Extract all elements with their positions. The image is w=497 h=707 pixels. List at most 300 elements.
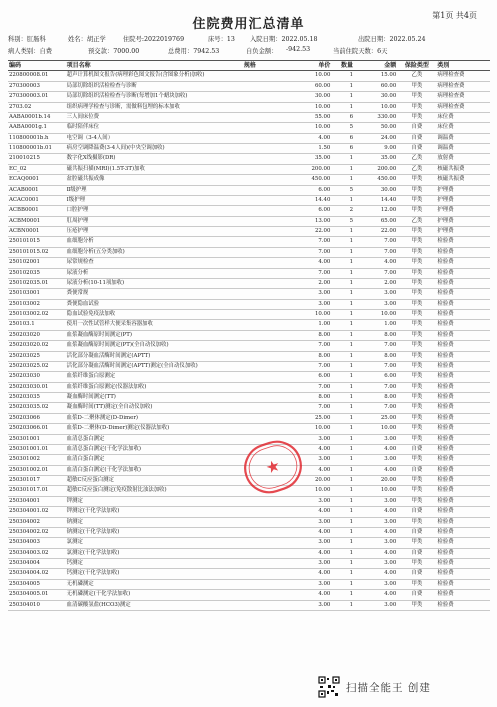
cell-insurance: 甲类 — [397, 517, 436, 527]
cell-category: 检验费 — [436, 434, 490, 444]
cell-price: 10.00 — [290, 102, 331, 112]
cell-qty: 1 — [331, 382, 354, 392]
cell-price: 8.00 — [290, 330, 331, 340]
cell-price: 35.00 — [290, 154, 331, 164]
cell-amount: 3.00 — [354, 559, 397, 569]
cell-category: 检验费 — [436, 351, 490, 361]
cell-spec — [243, 237, 290, 247]
cell-amount: 450.00 — [354, 175, 397, 185]
cell-code: 110800001b.h — [8, 133, 66, 143]
cell-amount: 7.00 — [354, 361, 397, 371]
cell-name: 钙测定 — [66, 559, 243, 569]
cell-price: 10.00 — [290, 310, 331, 320]
cell-insurance: 甲类 — [397, 538, 436, 548]
cell-qty: 6 — [331, 144, 354, 154]
table-row — [8, 154, 490, 164]
table-row — [8, 330, 490, 340]
cell-insurance: 甲类 — [397, 496, 436, 506]
cell-code: EC_02 — [8, 164, 66, 174]
cell-qty: 6 — [331, 133, 354, 143]
cell-category: 检验费 — [436, 476, 490, 486]
cell-spec — [243, 206, 290, 216]
total-cost: 总费用：7942.53 — [168, 48, 220, 55]
cell-name: 数字化X线摄影(DR) — [66, 154, 243, 164]
cell-qty: 1 — [331, 455, 354, 465]
cell-name: 临时陪伴床位 — [66, 123, 243, 133]
cell-code: 250304003.02 — [8, 548, 66, 558]
cell-name: 血清白蛋白测定 — [66, 455, 243, 465]
cell-qty: 5 — [331, 123, 354, 133]
cell-qty: 1 — [331, 258, 354, 268]
cell-code: 2703.02 — [8, 102, 66, 112]
cell-amount: 12.00 — [354, 206, 397, 216]
cell-category: 检验费 — [436, 299, 490, 309]
cell-qty: 1 — [331, 444, 354, 454]
cell-category: 检验费 — [436, 393, 490, 403]
table-row — [8, 133, 490, 143]
cell-insurance: 甲类 — [397, 237, 436, 247]
cell-price: 3.00 — [290, 455, 331, 465]
cell-qty: 1 — [331, 92, 354, 102]
cell-amount: 4.00 — [354, 569, 397, 579]
cell-amount: 4.00 — [354, 444, 397, 454]
cell-price: 3.00 — [290, 579, 331, 589]
cell-name: 凝血酶时间测定(TT) — [66, 393, 243, 403]
cell-insurance: 自费 — [397, 507, 436, 517]
cell-price: 4.00 — [290, 548, 331, 558]
cell-amount: 10.00 — [354, 424, 397, 434]
svg-text:★: ★ — [263, 455, 283, 478]
cell-category: 检验费 — [436, 258, 490, 268]
cell-insurance: 甲类 — [397, 382, 436, 392]
cell-insurance: 乙类 — [397, 154, 436, 164]
cell-insurance: 甲类 — [397, 476, 436, 486]
fee-table — [8, 60, 490, 611]
cell-price: 10.00 — [290, 71, 331, 81]
table-row — [8, 92, 490, 102]
cell-amount: 4.00 — [354, 507, 397, 517]
cell-category: 检验费 — [436, 372, 490, 382]
cell-insurance: 自费 — [397, 444, 436, 454]
cell-code: 220800008.01 — [8, 71, 66, 81]
cell-price: 30.00 — [290, 92, 331, 102]
col-code: 编码 — [8, 61, 66, 71]
cell-name: 粪便隐血试验 — [66, 299, 243, 309]
cell-name: 尿液分析(10-11项加收) — [66, 278, 243, 288]
cell-category: 检验费 — [436, 579, 490, 589]
cell-insurance: 自费 — [397, 133, 436, 143]
cell-code: 250103.1 — [8, 320, 66, 330]
cell-insurance: 甲类 — [397, 247, 436, 257]
cell-amount: 10.00 — [354, 310, 397, 320]
cell-qty: 1 — [331, 413, 354, 423]
department: 科别：肛肠科 — [8, 36, 46, 43]
cell-qty: 1 — [331, 310, 354, 320]
cell-price: 1.50 — [290, 144, 331, 154]
cell-qty: 1 — [331, 434, 354, 444]
cell-amount: 2.00 — [354, 278, 397, 288]
cell-qty: 1 — [331, 330, 354, 340]
cell-code: ACAB0001 — [8, 185, 66, 195]
cell-qty: 1 — [331, 548, 354, 558]
balance-label: 自负金额： — [246, 48, 278, 55]
cell-price: 2.00 — [290, 278, 331, 288]
table-row — [8, 227, 490, 237]
cell-code: AABA0001g.1 — [8, 123, 66, 133]
cell-amount: 14.40 — [354, 195, 397, 205]
cell-insurance: 甲类 — [397, 372, 436, 382]
cell-amount: 4.00 — [354, 548, 397, 558]
cell-price: 10.00 — [290, 424, 331, 434]
cell-qty: 1 — [331, 289, 354, 299]
cell-qty: 1 — [331, 496, 354, 506]
cell-amount: 200.00 — [354, 164, 397, 174]
cell-code: 250301001.01 — [8, 444, 66, 454]
cell-code: 250203030.01 — [8, 382, 66, 392]
cell-category: 检验费 — [436, 413, 490, 423]
cell-category: 病理检查费 — [436, 102, 490, 112]
cell-category: 病理检查费 — [436, 92, 490, 102]
cell-insurance: 甲类 — [397, 268, 436, 278]
cell-amount: 3.00 — [354, 517, 397, 527]
col-spec: 规格 — [243, 61, 290, 71]
cell-name: 使用一次性试管样大便采集容器加收 — [66, 320, 243, 330]
cell-code: 250304001 — [8, 496, 66, 506]
cell-spec — [243, 372, 290, 382]
cell-name: 粪便常规 — [66, 289, 243, 299]
cell-qty: 1 — [331, 341, 354, 351]
cell-category: 调温费 — [436, 144, 490, 154]
cell-code: 250102035 — [8, 268, 66, 278]
cell-insurance: 自费 — [397, 548, 436, 558]
cell-price: 7.00 — [290, 247, 331, 257]
cell-category: 检验费 — [436, 600, 490, 610]
cell-qty: 1 — [331, 590, 354, 600]
cell-qty: 5 — [331, 185, 354, 195]
table-row — [8, 216, 490, 226]
cell-qty: 1 — [331, 476, 354, 486]
table-row — [8, 320, 490, 330]
cell-price: 8.00 — [290, 351, 331, 361]
cell-price: 3.00 — [290, 559, 331, 569]
patient-name: 姓名：胡正学 — [68, 36, 106, 43]
cell-category: 检验费 — [436, 527, 490, 537]
discharge-date: 出院日期：2022.05.24 — [358, 36, 426, 43]
cell-qty: 1 — [331, 351, 354, 361]
table-row — [8, 372, 490, 382]
cell-category: 床位费 — [436, 112, 490, 122]
cell-insurance: 自费 — [397, 144, 436, 154]
table-row — [8, 102, 490, 112]
cell-price: 4.00 — [290, 507, 331, 517]
table-row — [8, 424, 490, 434]
cell-insurance: 甲类 — [397, 81, 436, 91]
cell-name: 氯测定(干化学法加收) — [66, 548, 243, 558]
cell-code: 250304005.01 — [8, 590, 66, 600]
cell-spec — [243, 403, 290, 413]
cell-name: 钙测定(干化学法加收) — [66, 569, 243, 579]
table-row — [8, 175, 490, 185]
cell-category: 检验费 — [436, 590, 490, 600]
cell-amount: 3.00 — [354, 455, 397, 465]
table-row — [8, 382, 490, 392]
cell-spec — [243, 320, 290, 330]
cell-amount: 4.00 — [354, 465, 397, 475]
col-amount: 金额 — [354, 61, 397, 71]
cell-code: 270300003 — [8, 81, 66, 91]
cell-category: 检验费 — [436, 278, 490, 288]
cell-name: 电空调（3-4人间） — [66, 133, 243, 143]
cell-qty: 1 — [331, 569, 354, 579]
cell-spec — [243, 424, 290, 434]
cell-price: 7.00 — [290, 341, 331, 351]
cell-code: 250203035.02 — [8, 403, 66, 413]
cell-name: 钠测定(干化学法加收) — [66, 527, 243, 537]
cell-category: 检验费 — [436, 403, 490, 413]
cell-amount: 3.00 — [354, 434, 397, 444]
cell-name: Ⅱ级护理 — [66, 185, 243, 195]
cell-code: 250103001 — [8, 289, 66, 299]
cell-code: 250304004 — [8, 559, 66, 569]
cell-spec — [243, 278, 290, 288]
cell-category: 护理费 — [436, 195, 490, 205]
cell-name: 无机磷测定 — [66, 579, 243, 589]
table-row — [8, 600, 490, 610]
cell-name: Ⅰ级护理 — [66, 195, 243, 205]
cell-insurance: 甲类 — [397, 424, 436, 434]
balance-value: -942.53 — [286, 46, 311, 53]
cell-insurance: 甲类 — [397, 330, 436, 340]
cell-spec — [243, 216, 290, 226]
col-category: 类别 — [436, 61, 490, 71]
cell-insurance: 甲类 — [397, 559, 436, 569]
table-row — [8, 559, 490, 569]
cell-name: 血细胞分析 — [66, 237, 243, 247]
cell-name: 血浆D-二聚体(D-Dimer)测定(仪器法加收) — [66, 424, 243, 434]
cell-price: 8.00 — [290, 393, 331, 403]
cell-spec — [243, 351, 290, 361]
cell-spec — [243, 133, 290, 143]
table-row — [8, 195, 490, 205]
cell-spec — [243, 144, 290, 154]
cell-price: 4.00 — [290, 569, 331, 579]
cell-name: 血清总蛋白测定(干化学法加收) — [66, 444, 243, 454]
cell-code: 250301002 — [8, 455, 66, 465]
cell-amount: 7.00 — [354, 237, 397, 247]
cell-insurance: 甲类 — [397, 341, 436, 351]
cell-code: 250304005 — [8, 579, 66, 589]
cell-spec — [243, 268, 290, 278]
cell-amount: 8.00 — [354, 351, 397, 361]
cell-amount: 4.00 — [354, 527, 397, 537]
cell-name: 局部切除组织活检检查与诊断(每增加1个蜡块加收) — [66, 92, 243, 102]
cell-price: 13.00 — [290, 216, 331, 226]
cell-code: AABA0001b.14 — [8, 112, 66, 122]
cell-spec — [243, 548, 290, 558]
cell-qty: 1 — [331, 424, 354, 434]
cell-amount: 65.00 — [354, 216, 397, 226]
table-row — [8, 538, 490, 548]
cell-name: 血浆纤维蛋白原测定(仪器法加收) — [66, 382, 243, 392]
cell-code: 250301001 — [8, 434, 66, 444]
patient-type: 病人类别：自费 — [8, 48, 53, 55]
cell-spec — [243, 185, 290, 195]
cell-qty: 1 — [331, 237, 354, 247]
cell-code: 250203025 — [8, 351, 66, 361]
cell-qty: 1 — [331, 227, 354, 237]
cell-name: 超敏C反应蛋白测定 — [66, 476, 243, 486]
table-row — [8, 351, 490, 361]
cell-amount: 8.00 — [354, 330, 397, 340]
cell-price: 450.00 — [290, 175, 331, 185]
cell-price: 4.00 — [290, 258, 331, 268]
cell-price: 22.00 — [290, 227, 331, 237]
cell-price: 200.00 — [290, 164, 331, 174]
document-title: 住院费用汇总清单 — [192, 17, 305, 32]
cell-name: 局部切除组织活检检查与诊断 — [66, 81, 243, 91]
cell-spec — [243, 154, 290, 164]
cell-qty: 1 — [331, 559, 354, 569]
cell-spec — [243, 102, 290, 112]
cell-spec — [243, 258, 290, 268]
cell-spec — [243, 92, 290, 102]
cell-category: 检验费 — [436, 341, 490, 351]
cell-price: 10.00 — [290, 123, 331, 133]
cell-insurance: 甲类 — [397, 102, 436, 112]
table-row — [8, 299, 490, 309]
cell-spec — [243, 195, 290, 205]
table-row — [8, 278, 490, 288]
cell-spec — [243, 382, 290, 392]
cell-price: 6.00 — [290, 206, 331, 216]
cell-price: 7.00 — [290, 403, 331, 413]
cell-category: 放射费 — [436, 154, 490, 164]
cell-category: 检验费 — [436, 268, 490, 278]
cell-spec — [243, 569, 290, 579]
cell-amount: 30.00 — [354, 92, 397, 102]
cell-code: 250101015 — [8, 237, 66, 247]
table-body — [8, 71, 490, 611]
cell-spec — [243, 247, 290, 257]
cell-category: 病理检查费 — [436, 81, 490, 91]
cell-insurance: 自费 — [397, 465, 436, 475]
cell-name: 钾测定 — [66, 496, 243, 506]
table-row — [8, 507, 490, 517]
cell-code: 270300003.01 — [8, 92, 66, 102]
cell-code: ACBM0001 — [8, 216, 66, 226]
table-row — [8, 164, 490, 174]
cell-name: 血清碳酸氢盐(HCO3)测定 — [66, 600, 243, 610]
cell-insurance: 甲类 — [397, 289, 436, 299]
cell-amount: 22.00 — [354, 227, 397, 237]
cell-price: 20.00 — [290, 476, 331, 486]
cell-qty: 1 — [331, 486, 354, 496]
cell-price: 3.00 — [290, 299, 331, 309]
cell-name: 血浆凝血酶原时间测定(PT) — [66, 330, 243, 340]
cell-insurance: 乙类 — [397, 164, 436, 174]
cell-code: 250103002 — [8, 299, 66, 309]
cell-spec — [243, 393, 290, 403]
cell-amount: 10.00 — [354, 102, 397, 112]
cell-category: 调温费 — [436, 133, 490, 143]
cell-qty: 5 — [331, 216, 354, 226]
cell-price: 4.00 — [290, 444, 331, 454]
cell-category: 护理费 — [436, 185, 490, 195]
cell-insurance: 甲类 — [397, 351, 436, 361]
cell-qty: 1 — [331, 175, 354, 185]
table-row — [8, 393, 490, 403]
cell-insurance: 自费 — [397, 527, 436, 537]
table-row — [8, 258, 490, 268]
cell-price: 55.00 — [290, 112, 331, 122]
cell-qty: 1 — [331, 393, 354, 403]
cell-price: 14.40 — [290, 195, 331, 205]
cell-insurance: 甲类 — [397, 185, 436, 195]
cell-code: ACAC0001 — [8, 195, 66, 205]
cell-qty: 1 — [331, 361, 354, 371]
stay-days: 当前住院天数：6天 — [333, 48, 388, 55]
cell-spec — [243, 175, 290, 185]
cell-name: 凝血酶时间(TT)测定(全自动仪加收) — [66, 403, 243, 413]
cell-name: 钠测定 — [66, 517, 243, 527]
cell-qty: 1 — [331, 268, 354, 278]
bed-number: 床号：13 — [208, 36, 235, 43]
cell-spec — [243, 538, 290, 548]
cell-category: 核磁共振费 — [436, 175, 490, 185]
cell-spec — [243, 600, 290, 610]
cell-price: 3.00 — [290, 538, 331, 548]
cell-code: 250304001.02 — [8, 507, 66, 517]
cell-code: 250103002.02 — [8, 310, 66, 320]
cell-amount: 3.00 — [354, 289, 397, 299]
cell-qty: 1 — [331, 527, 354, 537]
cell-category: 检验费 — [436, 465, 490, 475]
cell-qty: 6 — [331, 112, 354, 122]
cell-qty: 1 — [331, 579, 354, 589]
cell-category: 检验费 — [436, 289, 490, 299]
cell-amount: 9.00 — [354, 144, 397, 154]
cell-amount: 7.00 — [354, 247, 397, 257]
cell-insurance: 甲类 — [397, 486, 436, 496]
cell-spec — [243, 310, 290, 320]
cell-insurance: 甲类 — [397, 434, 436, 444]
table-row — [8, 361, 490, 371]
cell-insurance: 甲类 — [397, 579, 436, 589]
cell-category: 护理费 — [436, 227, 490, 237]
cell-code: 250304010 — [8, 600, 66, 610]
cell-qty: 1 — [331, 154, 354, 164]
cell-category: 检验费 — [436, 455, 490, 465]
cell-spec — [243, 227, 290, 237]
cell-amount: 6.00 — [354, 372, 397, 382]
cell-amount: 7.00 — [354, 403, 397, 413]
cell-insurance: 甲类 — [397, 413, 436, 423]
cell-insurance: 甲类 — [397, 92, 436, 102]
cell-category: 检验费 — [436, 496, 490, 506]
cell-category: 床位费 — [436, 123, 490, 133]
cell-qty: 1 — [331, 81, 354, 91]
cell-code: 250102001 — [8, 258, 66, 268]
cell-name: 超声计算机图文报告(病理彩色图文报告(含图象分析)加收) — [66, 71, 243, 81]
cell-name: 无机磷测定(干化学法加收) — [66, 590, 243, 600]
cell-category: 检验费 — [436, 538, 490, 548]
cell-price: 60.00 — [290, 81, 331, 91]
cell-name: 肛周护理 — [66, 216, 243, 226]
cell-category: 核磁共振费 — [436, 164, 490, 174]
cell-price: 7.00 — [290, 237, 331, 247]
cell-category: 检验费 — [436, 424, 490, 434]
cell-name: 口腔护理 — [66, 206, 243, 216]
